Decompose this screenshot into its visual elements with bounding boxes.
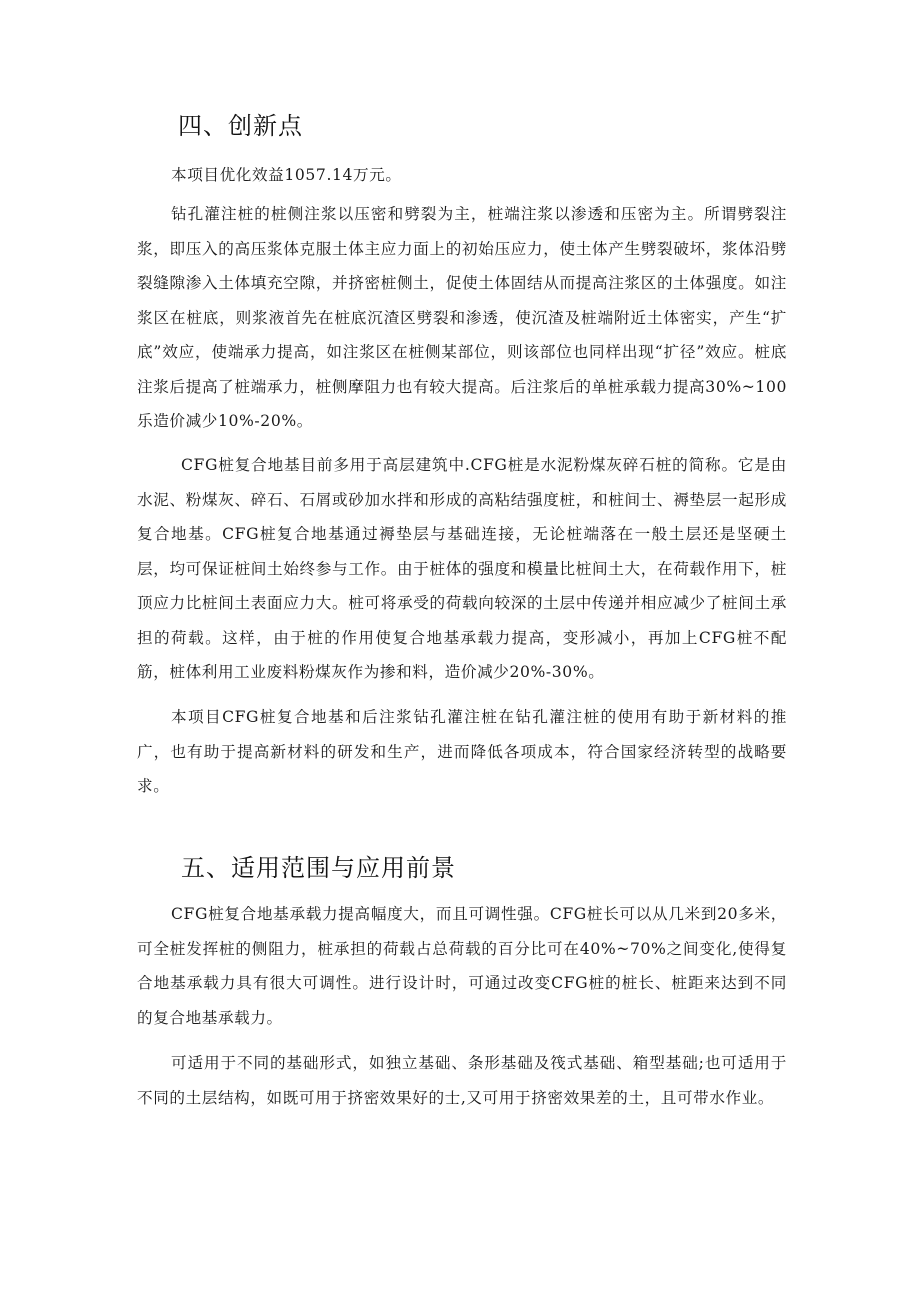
section-4-paragraph-1: 本项目优化效益1057.14万元。	[171, 166, 402, 184]
section-4-paragraph-2: 钻孔灌注桩的桩侧注浆以压密和劈裂为主，桩端注浆以渗透和压密为主。所谓劈裂注浆，即压入的高压浆体克服土体主应力面上的初始压应力，使土体产生劈裂破坏，浆体沿劈裂缝隙渗入土体填充空隙，并挤密桩侧土，促使土体固结从而提高注浆区的土体强度。如注浆区在桩底，则浆液首先在桩底沉渣区劈裂和渗透，使沉渣及桩端附近土体密实，产生“扩底”效应，使端承力提高，如注浆区在桩侧某部位，则该部位也同样出现“扩径”效应。桩底注浆后提高了桩端承力，桩侧摩阻力也有较大提高。后注浆后的单桩承载力提高30%~100乐造价减少10%-20%。	[137, 205, 787, 430]
section-5-paragraph-2: 可适用于不同的基础形式，如独立基础、条形基础及筏式基础、箱型基础;也可适用于不同的土层结构，如既可用于挤密效果好的士,又可用于挤密效果差的土，且可带水作业。	[137, 1054, 787, 1107]
section-4-heading: 四、创新点	[178, 112, 303, 140]
section-4-paragraph-4: 本项目CFG桩复合地基和后注浆钻孔灌注桩在钻孔灌注桩的使用有助于新材料的推广，也有助于提高新材料的研发和生产，进而降低各项成本，符合国家经济转型的战略要求。	[137, 708, 787, 795]
section-4-paragraph-3: CFG桩复合地基目前多用于高层建筑中.CFG桩是水泥粉煤灰碎石桩的简称。它是由水泥、粉煤灰、碎石、石屑或砂加水拌和形成的高粘结强度桩，和桩间士、褥垫层一起形成复合地基。CFG桩复合地基通过褥垫层与基础连接，无论桩端落在一般土层还是坚硬土层，均可保证桩间土始终参与工作。由于桩体的强度和模量比桩间土大，在荷载作用下，桩顶应力比桩间土表面应力大。桩可将承受的荷载向较深的土层中传递并相应减少了桩间土承担的荷载。这样，由于桩的作用使复合地基承载力提高，变形减小，再加上CFG桩不配筋，桩体利用工业废料粉煤灰作为掺和料，造价减少20%-30%。	[137, 456, 787, 681]
section-5-paragraph-1: CFG桩复合地基承载力提高幅度大，而且可调性强。CFG桩长可以从几米到20多米，可全桩发挥桩的侧阻力，桩承担的荷载占总荷载的百分比可在40%~70%之间变化,使得复合地基承载力具有很大可调性。进行设计时，可通过改变CFG桩的桩长、桩距来达到不同的复合地基承载力。	[137, 905, 787, 1027]
section-5-heading: 五、适用范围与应用前景	[181, 854, 456, 882]
